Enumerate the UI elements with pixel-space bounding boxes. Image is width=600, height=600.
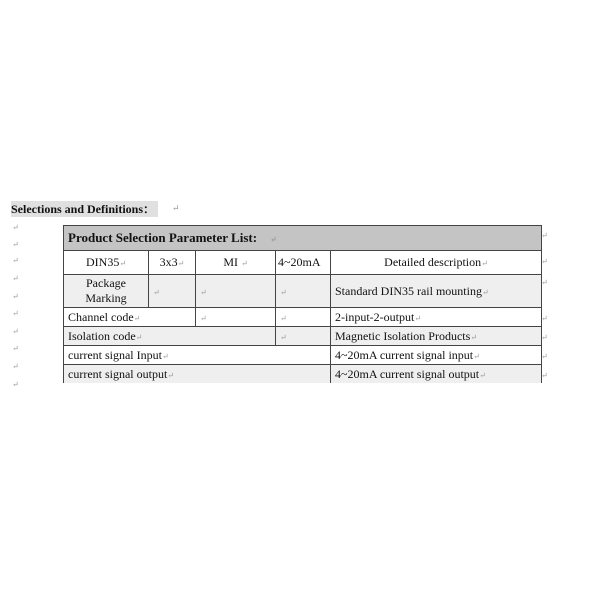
row-description: Magnetic Isolation Products↵ xyxy=(331,327,542,346)
header-3x3: 3x3↵ xyxy=(149,251,196,275)
table-title-row xyxy=(64,226,542,251)
product-selection-table xyxy=(63,225,542,383)
empty-cell: ↵ xyxy=(196,275,276,308)
row-label: current signal Input↵ xyxy=(64,346,331,365)
row-label: Isolation code↵ xyxy=(64,327,276,346)
header-4-20ma: 4~20mA xyxy=(276,251,331,275)
table-row xyxy=(64,308,542,327)
table-row xyxy=(64,365,542,384)
paragraph-mark-icon: ↵ xyxy=(12,240,19,249)
header-detailed-description: Detailed description↵ xyxy=(331,251,542,275)
paragraph-mark-icon: ↵ xyxy=(12,223,19,232)
empty-cell: ↵ xyxy=(276,275,331,308)
row-description: 4~20mA current signal output↵ xyxy=(331,365,542,384)
paragraph-mark-icon: ↵ xyxy=(541,352,548,361)
paragraph-mark-icon: ↵ xyxy=(172,203,180,213)
paragraph-mark-icon: ↵ xyxy=(541,371,548,380)
header-mi: MI ↵ xyxy=(196,251,276,275)
paragraph-mark-icon: ↵ xyxy=(12,292,19,301)
paragraph-mark-icon: ↵ xyxy=(12,309,19,318)
paragraph-mark-icon: ↵ xyxy=(541,257,548,266)
row-label: current signal output↵ xyxy=(64,365,331,384)
paragraph-mark-icon: ↵ xyxy=(541,278,548,287)
row-description: 4~20mA current signal input↵ xyxy=(331,346,542,365)
paragraph-mark-icon: ↵ xyxy=(12,256,19,265)
paragraph-mark-icon: ↵ xyxy=(541,231,548,240)
paragraph-mark-icon: ↵ xyxy=(12,274,19,283)
table-row xyxy=(64,275,542,308)
header-din35: DIN35↵ xyxy=(64,251,149,275)
paragraph-mark-icon: ↵ xyxy=(270,235,277,244)
paragraph-mark-icon: ↵ xyxy=(12,344,19,353)
row-description: Standard DIN35 rail mounting↵ xyxy=(331,275,542,308)
empty-cell: ↵ xyxy=(276,327,331,346)
empty-cell: ↵ xyxy=(149,275,196,308)
section-heading: Selections and Definitions： xyxy=(11,201,158,217)
empty-cell: ↵ xyxy=(196,308,276,327)
table-title: Product Selection Parameter List: ↵ xyxy=(64,226,542,251)
paragraph-mark-icon: ↵ xyxy=(12,362,19,371)
empty-cell: ↵ xyxy=(276,308,331,327)
paragraph-mark-icon: ↵ xyxy=(12,380,19,389)
paragraph-mark-icon: ↵ xyxy=(541,314,548,323)
row-label: Channel code↵ xyxy=(64,308,196,327)
paragraph-mark-icon: ↵ xyxy=(12,327,19,336)
table-row xyxy=(64,327,542,346)
table-row xyxy=(64,346,542,365)
row-description: 2-input-2-output↵ xyxy=(331,308,542,327)
row-label: Package Marking xyxy=(64,275,149,308)
table-header-row xyxy=(64,251,542,275)
paragraph-mark-icon: ↵ xyxy=(541,333,548,342)
